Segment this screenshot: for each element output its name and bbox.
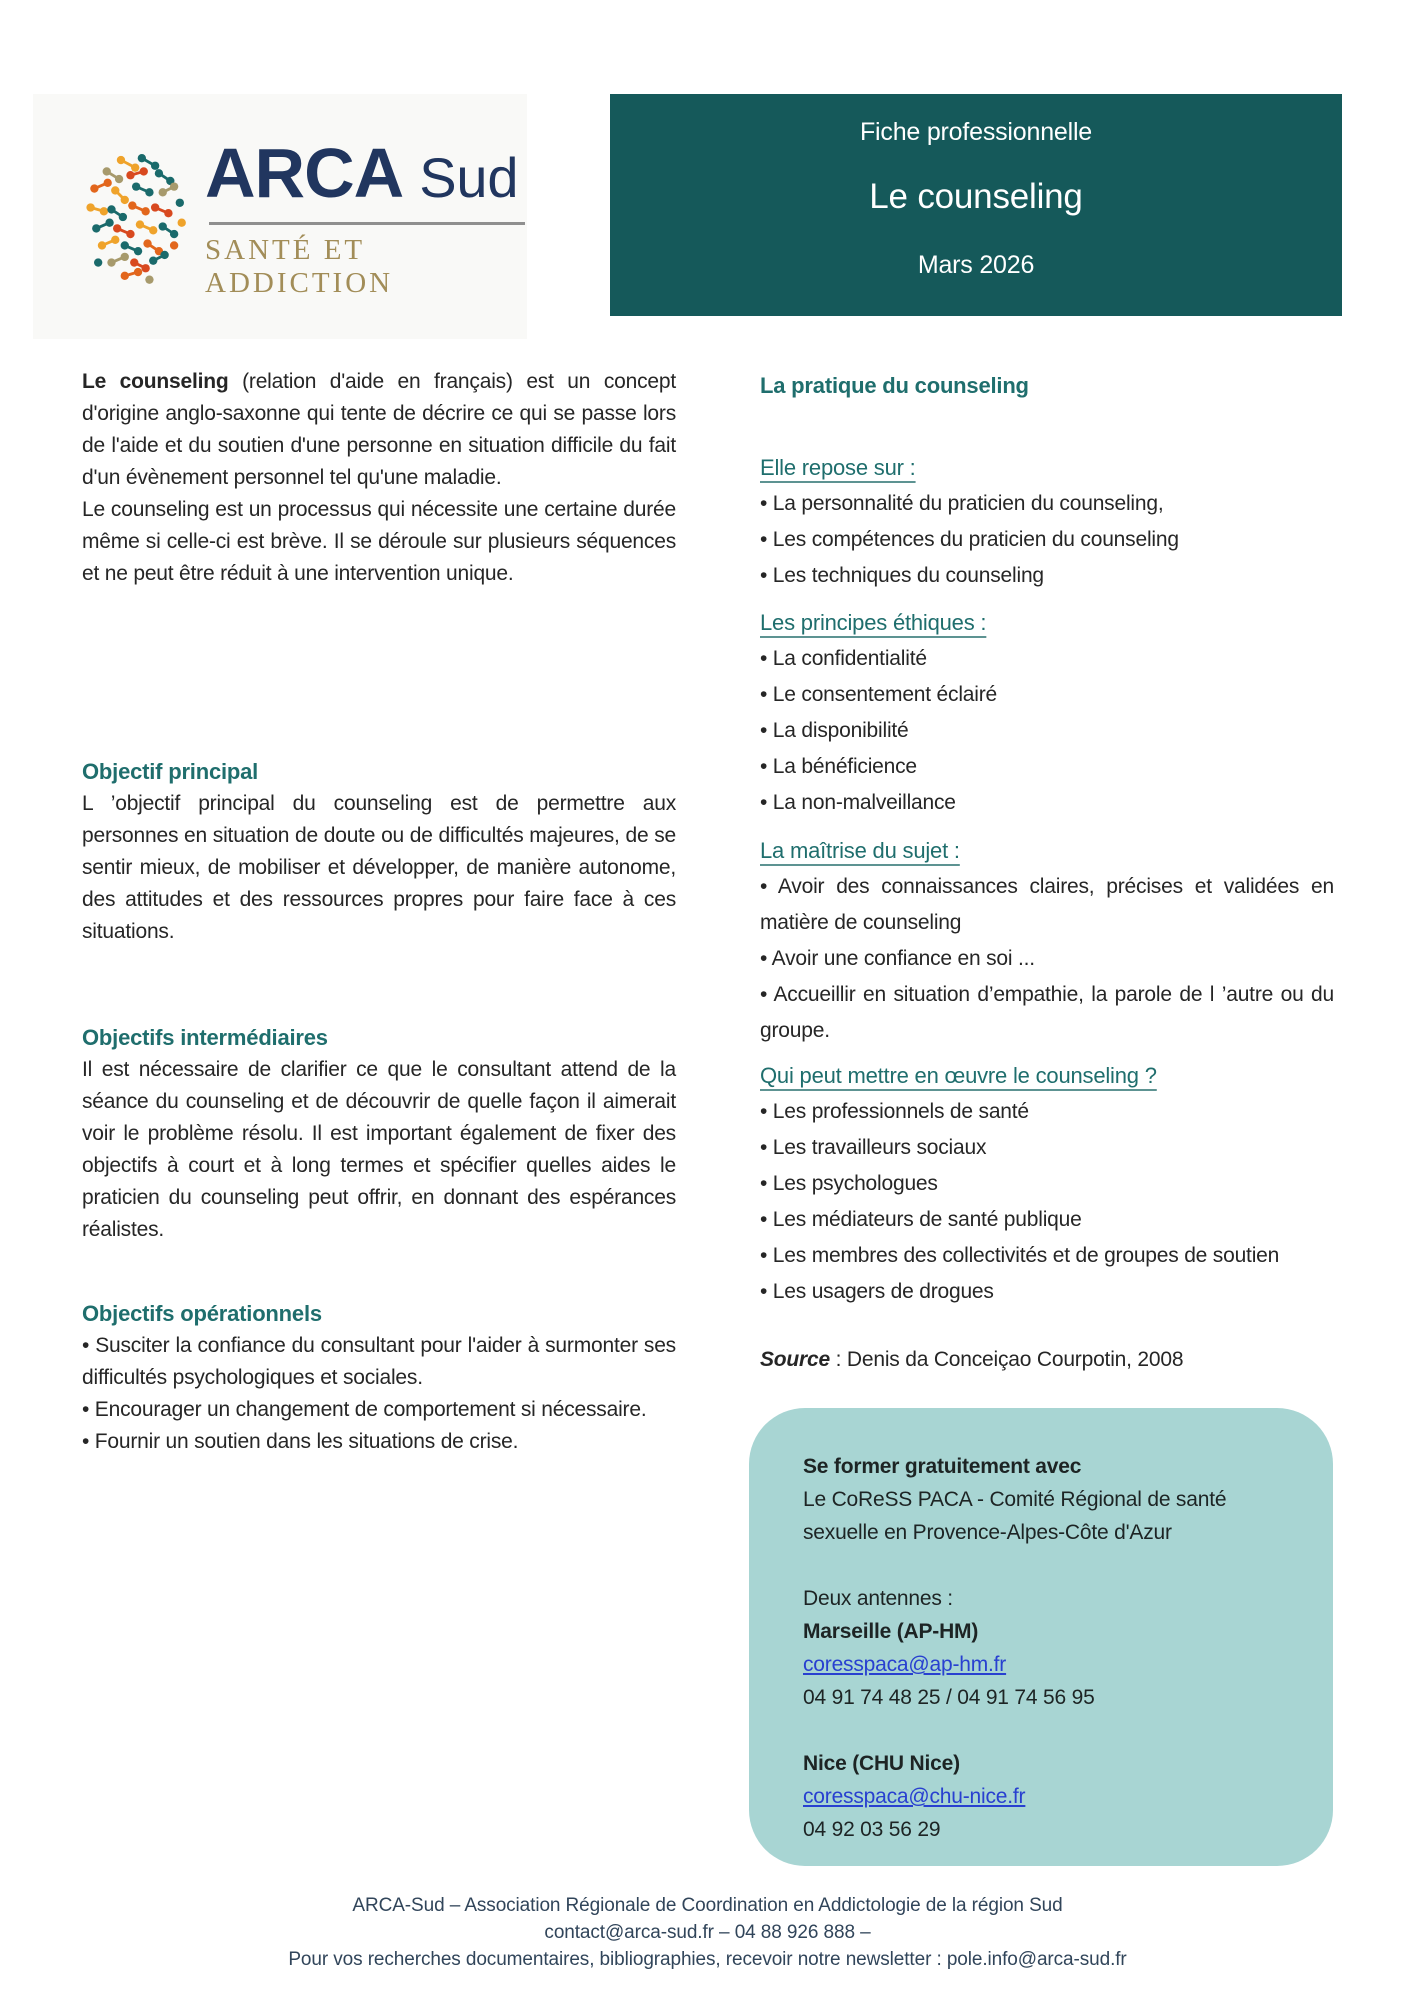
antenne-marseille	[803, 1615, 1285, 1714]
section-objectif-principal	[82, 756, 676, 948]
email-link-nice[interactable]: coresspaca@chu-nice.fr	[803, 1785, 1026, 1808]
bullet-item: • Les psychologues	[760, 1166, 1334, 1202]
group-elle-repose-sur	[760, 450, 1334, 594]
arca-sud-logo	[33, 94, 527, 339]
info-box-subtitle: Le CoReSS PACA - Comité Régional de santé sexuelle en Provence-Alpes-Côte d'Azur	[803, 1488, 1227, 1544]
antenne-phone: 04 92 03 56 29	[803, 1818, 941, 1841]
bullet-item: • Les usagers de drogues	[760, 1274, 1334, 1310]
group-maitrise-du-sujet	[760, 833, 1334, 1049]
bullet-item: • La disponibilité	[760, 713, 1334, 749]
group-subheading: Elle repose sur :	[760, 455, 916, 480]
bullet-list	[760, 486, 1334, 594]
bullet-item: • Les membres des collectivités et de groupes de soutien	[760, 1238, 1334, 1274]
section-heading: Objectif principal	[82, 759, 259, 784]
logo-text	[205, 133, 527, 300]
section-objectifs-intermediaires	[82, 1022, 676, 1246]
bullet-item: • Accueillir en situation d’empathie, la parole de l ’autre ou du groupe.	[760, 977, 1334, 1049]
bullet-item: • Les travailleurs sociaux	[760, 1130, 1334, 1166]
section-heading: Objectifs intermédiaires	[82, 1025, 328, 1050]
logo-brand-suffix: Sud	[419, 146, 519, 209]
intro-p2: Le counseling est un processus qui nécessite une certaine durée même si celle-ci est brève. Il se déroule sur plusieurs séquences et ne peut être réduit à une intervention unique.	[82, 498, 676, 585]
right-column-heading	[760, 370, 1334, 402]
bullet-item: • Encourager un changement de comportement si nécessaire.	[82, 1394, 676, 1426]
section-heading: Objectifs opérationnels	[82, 1301, 322, 1326]
bullet-item: • La non-malveillance	[760, 785, 1334, 821]
antenne-email-row	[803, 1648, 1285, 1681]
bullet-item: • La confidentialité	[760, 641, 1334, 677]
intro-paragraph	[82, 366, 676, 590]
bullet-item: • Avoir des connaissances claires, précises et validées en matière de counseling	[760, 869, 1334, 941]
antenne-nice	[803, 1747, 1285, 1846]
source-text: : Denis da Conceiçao Courpotin, 2008	[830, 1348, 1184, 1371]
section-body: Il est nécessaire de clarifier ce que le consultant attend de la séance du counseling et de découvrir de quelle façon il aimerait voir le problème résolu. Il est important également de fixer des objectifs à court et à long termes et spécifier quelles aides le praticien du counseling peut offrir, en donnant des espérances réalistes.	[82, 1058, 676, 1241]
molecule-network-icon	[83, 149, 195, 285]
antennes-label: Deux antennes :	[803, 1587, 953, 1610]
antenne-name: Marseille (AP-HM)	[803, 1620, 979, 1643]
intro-p1	[82, 366, 676, 494]
footer-line-3: Pour vos recherches documentaires, bibliographies, recevoir notre newsletter : pole.info@arca-sud.fr	[288, 1949, 1127, 1970]
bullet-item: • Les professionnels de santé	[760, 1094, 1334, 1130]
antenne-phone: 04 91 74 48 25 / 04 91 74 56 95	[803, 1686, 1095, 1709]
bullet-item: • Les médiateurs de santé publique	[760, 1202, 1334, 1238]
group-subheading: La maîtrise du sujet :	[760, 838, 960, 863]
spacer	[803, 1549, 1285, 1582]
logo-brand: ARCA	[205, 134, 404, 212]
logo-tagline: SANTÉ ET ADDICTION	[205, 234, 394, 299]
bullet-list	[760, 641, 1334, 821]
logo-brand-line	[205, 133, 527, 213]
bullet-item: • Fournir un soutien dans les situations de crise.	[82, 1426, 676, 1458]
group-subheading: Qui peut mettre en œuvre le counseling ?	[760, 1063, 1157, 1088]
bullet-item: • Avoir une confiance en soi ...	[760, 941, 1334, 977]
bullet-item: • Le consentement éclairé	[760, 677, 1334, 713]
intro-p1-rest: (relation d'aide en français) est un concept d'origine anglo-saxonne qui tente de décrire ce qui se passe lors de l'aide et du soutien d'une personne en situation difficile du fait d'un évènement personnel tel qu'une maladie.	[82, 370, 676, 489]
section-heading: La pratique du counseling	[760, 373, 1029, 398]
antenne-name: Nice (CHU Nice)	[803, 1752, 960, 1775]
formation-info-box	[749, 1408, 1333, 1866]
bullet-item: • Susciter la confiance du consultant pour l'aider à surmonter ses difficultés psychologiques et sociales.	[82, 1330, 676, 1394]
bullet-item: • Les compétences du praticien du counseling	[760, 522, 1334, 558]
bullet-list	[760, 1094, 1334, 1310]
section-body: L ’objectif principal du counseling est de permettre aux personnes en situation de doute ou de difficultés majeures, de se sentir mieux, de mobiliser et développer, de manière autonome, des attitudes et des ressources propres pour faire face à ces situations.	[82, 792, 676, 943]
email-link-marseille[interactable]: coresspaca@ap-hm.fr	[803, 1653, 1007, 1676]
group-subheading: Les principes éthiques :	[760, 610, 987, 635]
bullet-list	[760, 869, 1334, 1049]
spacer	[803, 1714, 1285, 1747]
banner-kicker: Fiche professionnelle	[859, 118, 1093, 146]
intro-lead: Le counseling	[82, 370, 229, 393]
title-banner	[610, 94, 1342, 316]
group-qui-peut-mettre-en-oeuvre	[760, 1058, 1334, 1310]
footer-line-1: ARCA-Sud – Association Régionale de Coordination en Addictologie de la région Sud	[352, 1895, 1063, 1916]
bullet-item: • Les techniques du counseling	[760, 558, 1334, 594]
source-line	[760, 1344, 1334, 1376]
bullet-list	[82, 1330, 676, 1458]
footer-line-2: contact@arca-sud.fr – 04 88 926 888 –	[544, 1922, 871, 1943]
logo-divider	[209, 222, 525, 225]
banner-date: Mars 2026	[917, 251, 1035, 279]
bullet-item: • La bénéficience	[760, 749, 1334, 785]
info-box-title: Se former gratuitement avec	[803, 1455, 1082, 1478]
section-objectifs-operationnels	[82, 1298, 676, 1458]
page-footer	[0, 1892, 1415, 1973]
antenne-email-row	[803, 1780, 1285, 1813]
page-title: Le counseling	[869, 177, 1083, 216]
source-label: Source	[760, 1348, 830, 1371]
group-principes-ethiques	[760, 605, 1334, 821]
bullet-item: • La personnalité du praticien du counseling,	[760, 486, 1334, 522]
